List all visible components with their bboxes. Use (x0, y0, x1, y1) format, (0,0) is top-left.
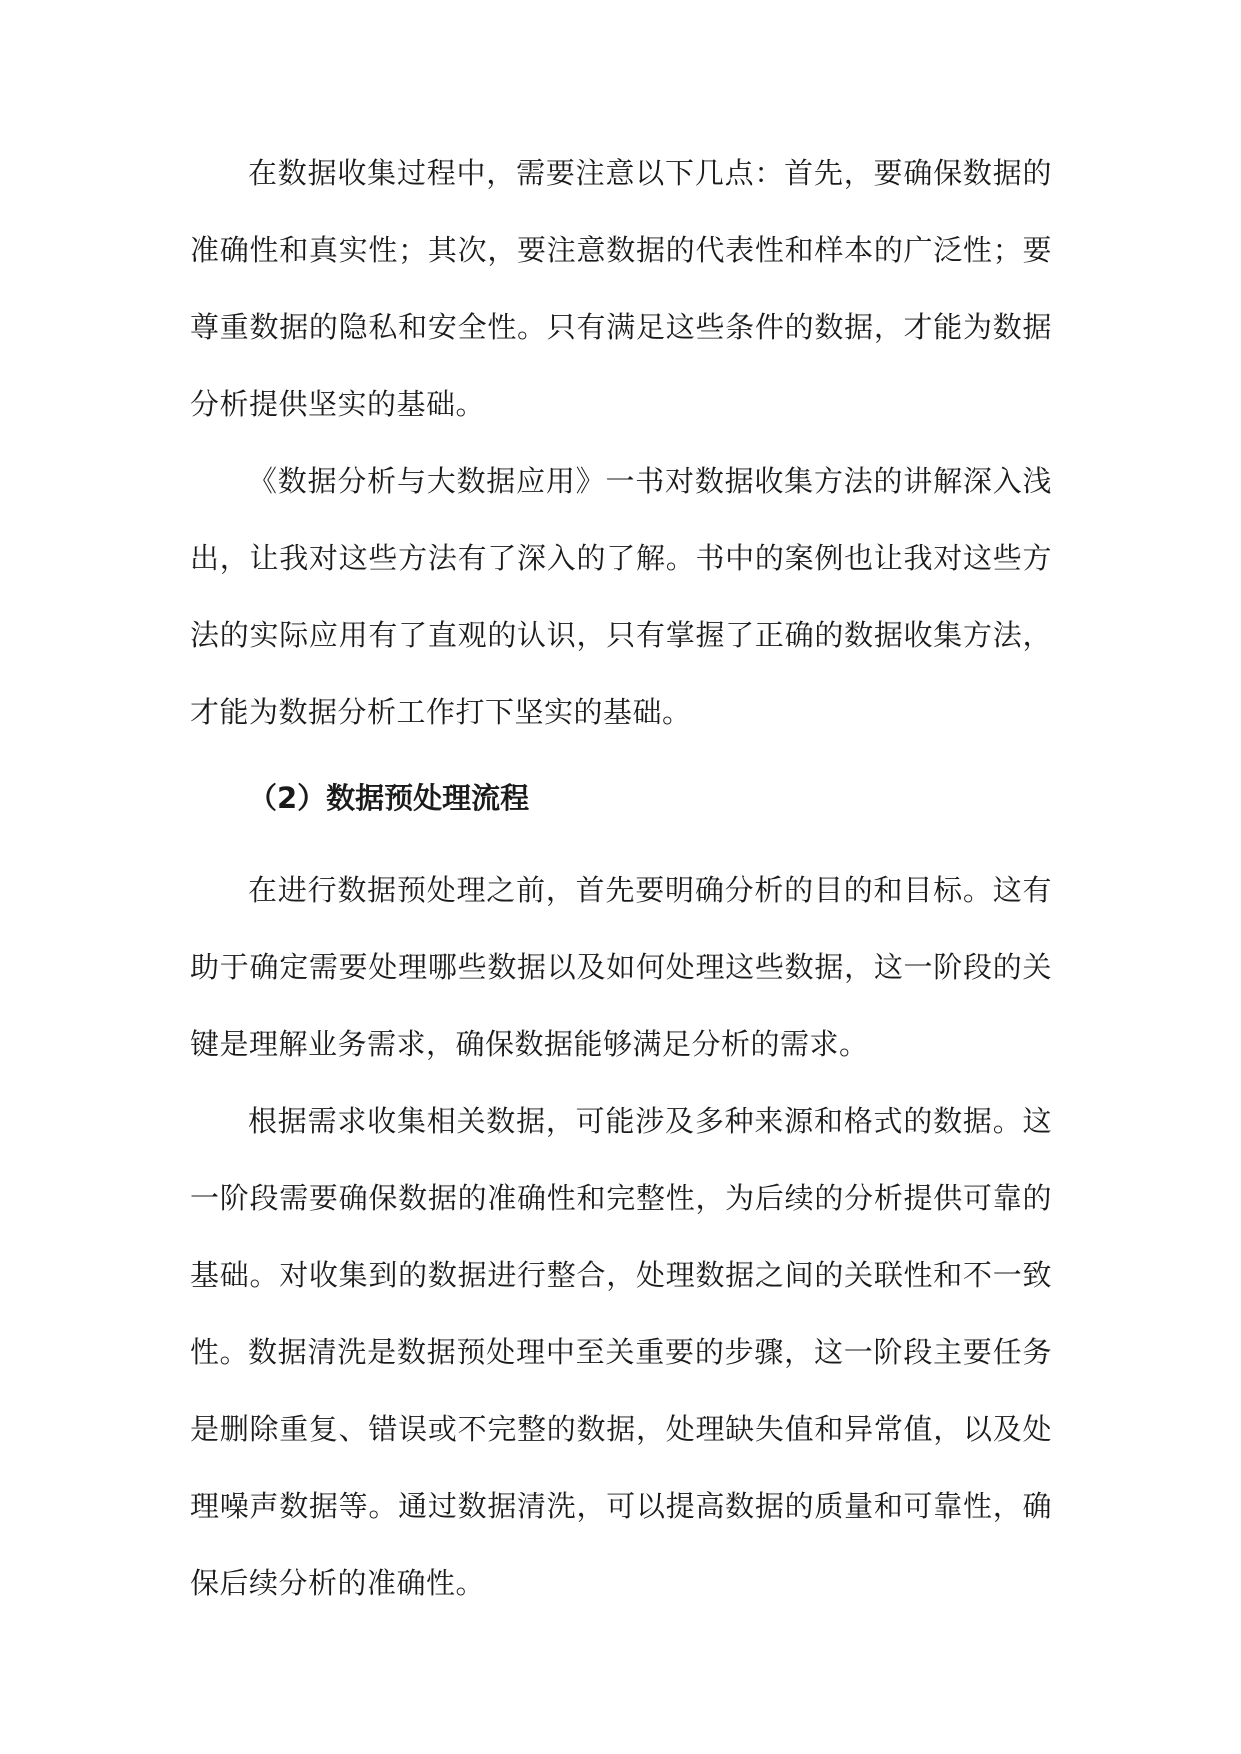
paragraph-preprocessing-goals: 在进行数据预处理之前，首先要明确分析的目的和目标。这有助于确定需要处理哪些数据以及如何处理这些数据，这一阶段的关键是理解业务需求，确保数据能够满足分析的需求。 (190, 873, 1052, 1061)
paragraph-data-collection-notes: 在数据收集过程中，需要注意以下几点：首先，要确保数据的准确性和真实性；其次，要注意数据的代表性和样本的广泛性；要尊重数据的隐私和安全性。只有满足这些条件的数据，才能为数据分析提供坚实的基础。 (190, 156, 1052, 421)
paragraph-book-review: 《数据分析与大数据应用》一书对数据收集方法的讲解深入浅出，让我对这些方法有了深入的了解。书中的案例也让我对这些方法的实际应用有了直观的认识，只有掌握了正确的数据收集方法，才能为数据分析工作打下坚实的基础。 (190, 464, 1052, 729)
paragraph-data-cleaning: 数据清洗是数据预处理中至关重要的步骤，这一阶段主要任务是删除重复、错误或不完整的数据，处理缺失值和异常值，以及处理噪声数据等。通过数据清洗，可以提高数据的质量和可靠性，确保后续分析的准确性。 (190, 1335, 1052, 1600)
section-heading: （2）数据预处理流程 (248, 781, 530, 815)
paragraph-data-gathering: 根据需求收集相关数据，可能涉及多种来源和格式的数据。这一阶段需要确保数据的准确性和完整性，为后续的分析提供可靠的基础。对收集到的数据进行整合，处理数据之间的关联性和不一致性。 (190, 1104, 1052, 1369)
